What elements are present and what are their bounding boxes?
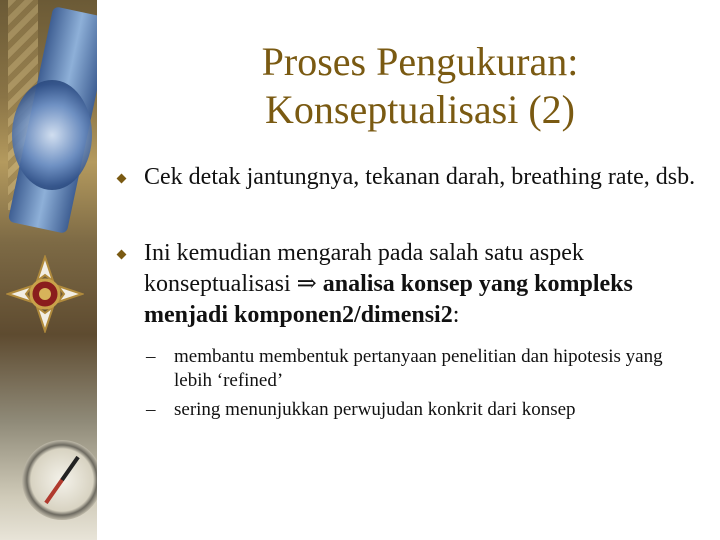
medal-cross-icon [6, 255, 84, 333]
bullet-item-2-bold-text: analisa konsep yang kompleks menjadi komponen2/dimensi2 [144, 271, 633, 328]
bullet-item-2-colon: : [452, 302, 460, 328]
sub-bullet-item-2-text: sering menunjukkan perwujudan konkrit dari konsep [174, 399, 576, 420]
slide-title [160, 38, 680, 134]
implies-arrow: ⇒ [296, 271, 317, 297]
sub-bullet-item-2 [146, 398, 703, 422]
diamond-bullet-icon [117, 250, 127, 260]
slide-body [118, 162, 703, 427]
sub-bullet-list [146, 345, 703, 422]
bullet-item-1-text: Cek detak jantungnya, tekanan darah, breathing rate, dsb. [144, 164, 696, 190]
slide-title-line-1: Proses Pengukuran: [261, 39, 579, 84]
ribbon-rosette [12, 80, 92, 190]
bullet-item-1 [118, 162, 703, 193]
decorative-medal-photo [0, 0, 97, 540]
sub-bullet-item-1 [146, 345, 703, 393]
dash-marker: – [146, 346, 156, 367]
bullet-item-2-text: Ini kemudian mengarah pada salah satu aspek konseptualisasi [144, 240, 584, 297]
diamond-bullet-icon [117, 174, 127, 184]
slide-title-line-2: Konseptualisasi (2) [265, 87, 575, 132]
dash-marker: – [146, 399, 156, 420]
sub-bullet-item-1-text: membantu membentuk pertanyaan penelitian dan hipotesis yang lebih ‘refined’ [174, 346, 663, 391]
bullet-item-2 [118, 238, 703, 331]
